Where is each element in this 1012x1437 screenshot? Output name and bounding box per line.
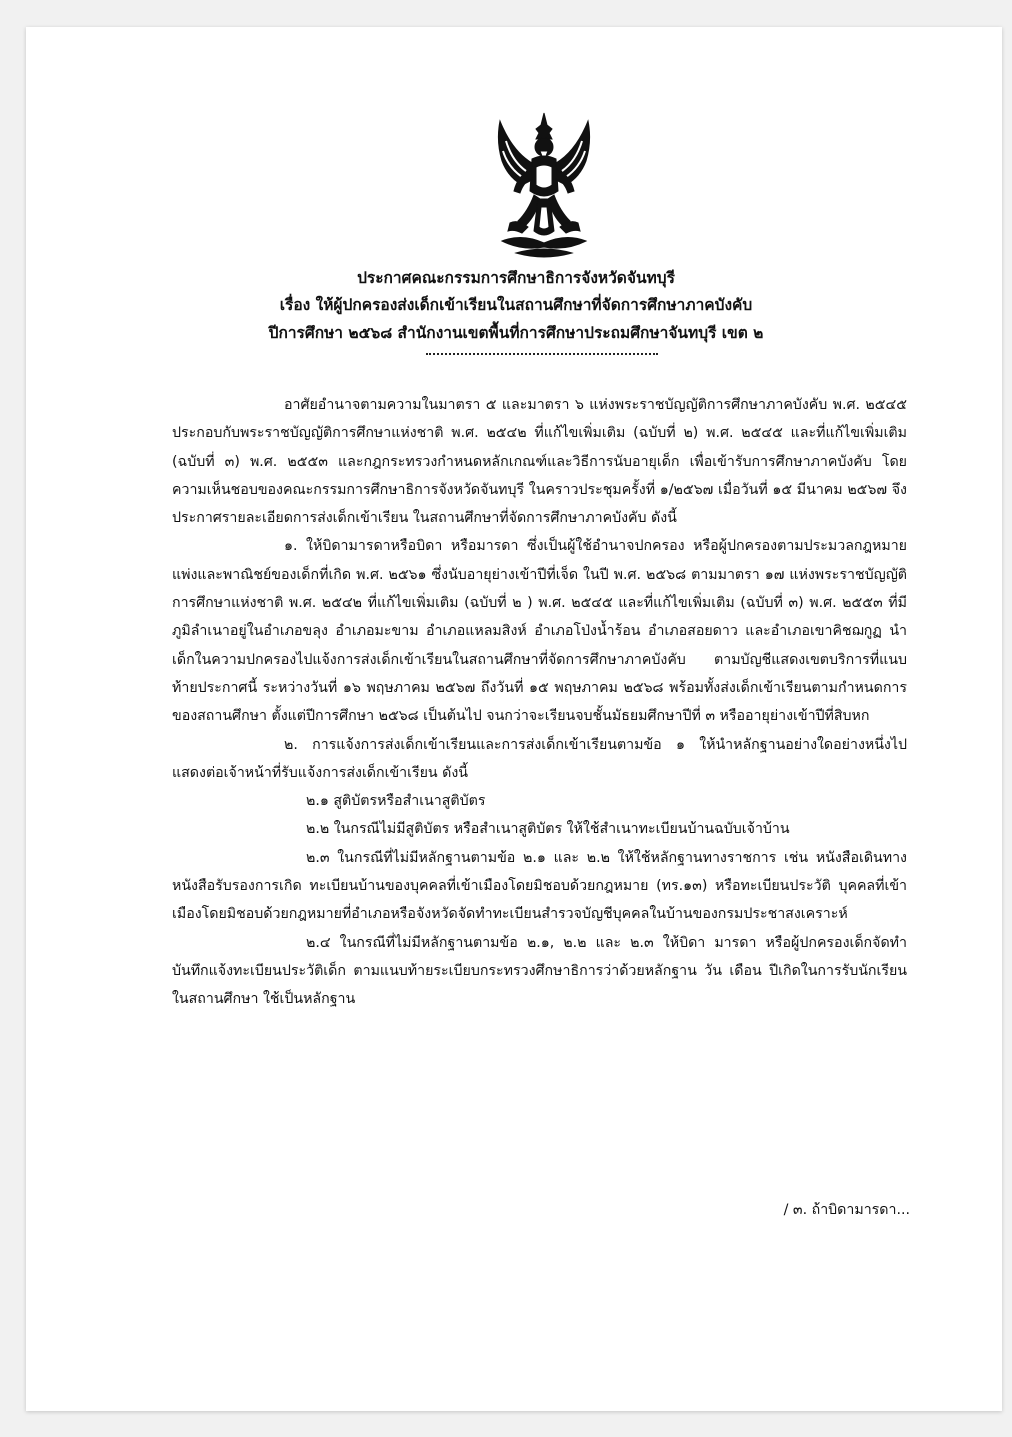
announcement-year-office: ปีการศึกษา ๒๕๖๘ สำนักงานเขตพื้นที่การศึกษาประถมศึกษาจันทบุรี เขต ๒ — [268, 324, 764, 342]
title-divider — [426, 353, 658, 355]
announcement-subject: เรื่อง ให้ผู้ปกครองส่งเด็กเข้าเรียนในสถานศึกษาที่จัดการศึกษาภาคบังคับ — [279, 296, 753, 314]
document-page — [26, 27, 1002, 1411]
intro-paragraph: อาศัยอำนาจตามความในมาตรา ๕ และมาตรา ๖ แห่งพระราชบัญญัติการศึกษาภาคบังคับ พ.ศ. ๒๕๔๕ ประกอบกับพระราชบัญญัติการศึกษาแห่งชาติ พ.ศ. ๒๕๔๒ ที่แก้ไขเพิ่มเติม (ฉบับที่ ๒) พ.ศ. ๒๕๔๕ และที่แก้ไขเพิ่มเติม (ฉบับที่ ๓) พ.ศ. ๒๕๕๓ และกฎกระทรวงกำหนดหลักเกณฑ์และวิธีการนับอายุเด็ก เพื่อเข้ารับการศึกษาภาคบังคับ โดยความเห็นชอบของคณะกรรมการศึกษาธิการจังหวัดจันทบุรี ในคราวประชุมครั้งที่ ๑/๒๕๖๗ เมื่อวันที่ ๑๕ มีนาคม ๒๕๖๗ จึงประกาศรายละเอียดการส่งเด็กเข้าเรียน ในสถานศึกษาที่จัดการศึกษาภาคบังคับ ดังนี้ — [172, 397, 907, 527]
clause-1: ๑. ให้บิดามารดาหรือบิดา หรือมารดา ซึ่งเป็นผู้ใช้อำนาจปกครอง หรือผู้ปกครองตามประมวลกฎหมายแพ่งและพาณิชย์ของเด็กที่เกิด พ.ศ. ๒๕๖๑ ซึ่งนับอายุย่างเข้าปีที่เจ็ด ในปี พ.ศ. ๒๕๖๘ ตามมาตรา ๑๗ แห่งพระราชบัญญัติการศึกษาแห่งชาติ พ.ศ. ๒๕๔๒ ที่แก้ไขเพิ่มเติม (ฉบับที่ ๒ ) พ.ศ. ๒๕๔๕ และที่แก้ไขเพิ่มเติม (ฉบับที่ ๓) พ.ศ. ๒๕๕๓ ที่มีภูมิลำเนาอยู่ในอำเภอขลุง อำเภอมะขาม อำเภอแหลมสิงห์ อำเภอโป่งน้ำร้อน อำเภอสอยดาว และอำเภอเขาคิชฌกูฏ นำเด็กในความปกครองไปแจ้งการส่งเด็กเข้าเรียนในสถานศึกษาที่จัดการศึกษาภาคบังคับ ตามบัญชีแสดงเขตบริการที่แนบท้ายประกาศนี้ ระหว่างวันที่ ๑๖ พฤษภาคม ๒๕๖๗ ถึงวันที่ ๑๕ พฤษภาคม ๒๕๖๘ พร้อมทั้งส่งเด็กเข้าเรียนตามกำหนดการของสถานศึกษา ตั้งแต่ปีการศึกษา ๒๕๖๘ เป็นต้นไป จนกว่าจะเรียนจบชั้นมัธยมศึกษาปีที่ ๓ หรืออายุย่างเข้าปีที่สิบหก — [172, 538, 907, 725]
clause-2-3: ๒.๓ ในกรณีที่ไม่มีหลักฐานตามข้อ ๒.๑ และ ๒.๒ ให้ใช้หลักฐานทางราชการ เช่น หนังสือเดินทาง หนังสือรับรองการเกิด ทะเบียนบ้านของบุคคลที่เข้าเมืองโดยมิชอบด้วยกฎหมาย (ทร.๑๓) หรือทะเบียนประวัติ บุคคลที่เข้าเมืองโดยมิชอบด้วยกฎหมายที่อำเภอหรือจังหวัดจัดทำทะเบียนสำรวจบัญชีบุคคลในบ้านของกรมประชาสงเคราะห์ — [172, 849, 907, 923]
page-continuation: / ๓. ถ้าบิดามารดา... — [783, 1202, 910, 1218]
announcement-title: ประกาศคณะกรรมการศึกษาธิการจังหวัดจันทบุรี — [357, 269, 675, 287]
clause-2-1: ๒.๑ สูติบัตรหรือสำเนาสูติบัตร — [306, 793, 486, 810]
announcement-body — [172, 391, 907, 1014]
clause-2-2: ๒.๒ ในกรณีไม่มีสูติบัตร หรือสำเนาสูติบัตร ให้ใช้สำเนาทะเบียนบ้านฉบับเจ้าบ้าน — [306, 821, 790, 838]
garuda-emblem — [492, 111, 596, 263]
clause-2: ๒. การแจ้งการส่งเด็กเข้าเรียนและการส่งเด็กเข้าเรียนตามข้อ ๑ ให้นำหลักฐานอย่างใดอย่างหนึ่งไปแสดงต่อเจ้าหน้าที่รับแจ้งการส่งเด็กเข้าเรียน ดังนี้ — [172, 736, 907, 781]
clause-2-4: ๒.๔ ในกรณีที่ไม่มีหลักฐานตามข้อ ๒.๑, ๒.๒ และ ๒.๓ ให้บิดา มารดา หรือผู้ปกครองเด็กจัดทำบันทึกแจ้งทะเบียนประวัติเด็ก ตามแนบท้ายระเบียบกระทรวงศึกษาธิการว่าด้วยหลักฐาน วัน เดือน ปีเกิดในการรับนักเรียนในสถานศึกษา ใช้เป็นหลักฐาน — [172, 934, 907, 1008]
